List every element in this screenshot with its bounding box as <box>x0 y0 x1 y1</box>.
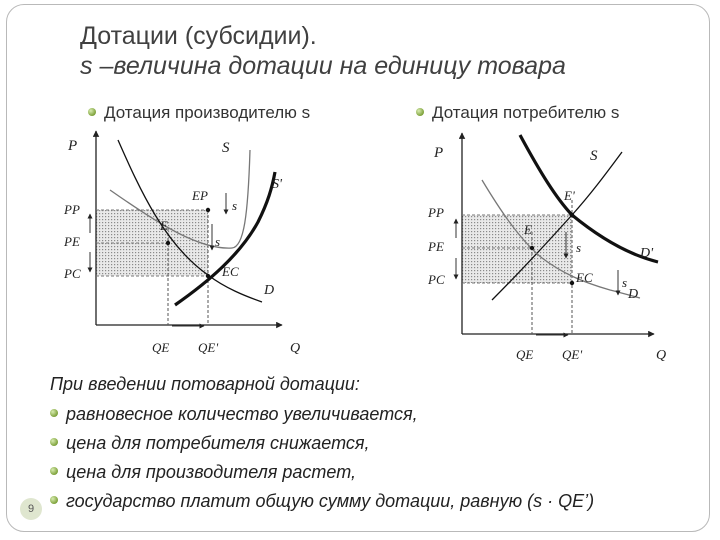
conclusion-item <box>50 491 594 512</box>
bullet-icon <box>50 438 58 446</box>
left-label-pc: PC <box>64 266 81 281</box>
right-heading-text: Дотация потребителю s <box>432 103 620 122</box>
left-label-s2: S' <box>272 177 282 192</box>
conclusion-text: цена для потребителя снижается, <box>66 433 370 453</box>
left-heading-text: Дотация производителю s <box>104 103 311 122</box>
right-label-e2: E' <box>564 188 575 203</box>
right-label-d2: D' <box>640 246 654 261</box>
right-label-p: P <box>434 145 444 161</box>
conclusion-text: государство платит общую сумму дотации, равную (s · QE’) <box>66 491 595 511</box>
left-label-e: E <box>160 218 168 233</box>
left-label-qe: QE <box>152 340 170 355</box>
left-label-s: S <box>222 140 230 156</box>
left-point-e <box>166 241 170 245</box>
page-number: 9 <box>20 498 42 520</box>
right-point-e <box>530 246 534 250</box>
conclusion-text: цена для производителя растет, <box>66 462 357 482</box>
left-label-ep: EP <box>192 188 208 203</box>
left-point-ec <box>206 274 210 278</box>
slide-subtitle: s –величина дотации на единицу товара <box>80 52 566 80</box>
right-label-d: D <box>628 287 639 302</box>
left-label-p: P <box>68 138 78 154</box>
right-label-s: S <box>590 148 598 164</box>
right-label-qe: QE <box>516 347 534 362</box>
right-point-e2 <box>570 213 574 217</box>
left-label-s-upper: s <box>232 198 238 213</box>
right-label-e: E <box>524 222 532 237</box>
right-label-s-lower: s <box>622 275 628 290</box>
left-label-d: D <box>264 283 275 298</box>
bullet-icon <box>50 409 58 417</box>
left-label-qe2: QE' <box>198 340 219 355</box>
right-label-s-upper: s <box>576 240 582 255</box>
right-label-pp: PP <box>428 205 444 220</box>
right-point-ec <box>570 281 574 285</box>
bullet-icon <box>50 496 58 504</box>
left-diagram <box>63 131 300 356</box>
left-label-pe: PE <box>64 234 80 249</box>
conclusion-item <box>50 462 356 483</box>
right-label-pc: PC <box>428 272 445 287</box>
right-label-qe2: QE' <box>562 347 583 362</box>
conclusion-intro: При введении потоварной дотации: <box>50 374 360 394</box>
conclusion-item <box>50 433 370 454</box>
left-label-pp: PP <box>64 202 80 217</box>
left-label-q: Q <box>290 341 301 356</box>
left-label-ec: EC <box>222 264 239 279</box>
right-diagram <box>427 133 666 363</box>
right-label-pe: PE <box>428 239 444 254</box>
left-label-s-lower: s <box>215 234 221 249</box>
conclusion-item <box>50 404 418 425</box>
right-subsidy-area <box>462 215 572 283</box>
right-label-q: Q <box>656 348 667 363</box>
right-label-ec: EC <box>576 270 593 285</box>
slide-title: Дотации (субсидии). <box>80 22 317 50</box>
bullet-icon <box>50 467 58 475</box>
conclusion-text: равновесное количество увеличивается, <box>66 404 418 424</box>
left-point-ep <box>206 208 210 212</box>
